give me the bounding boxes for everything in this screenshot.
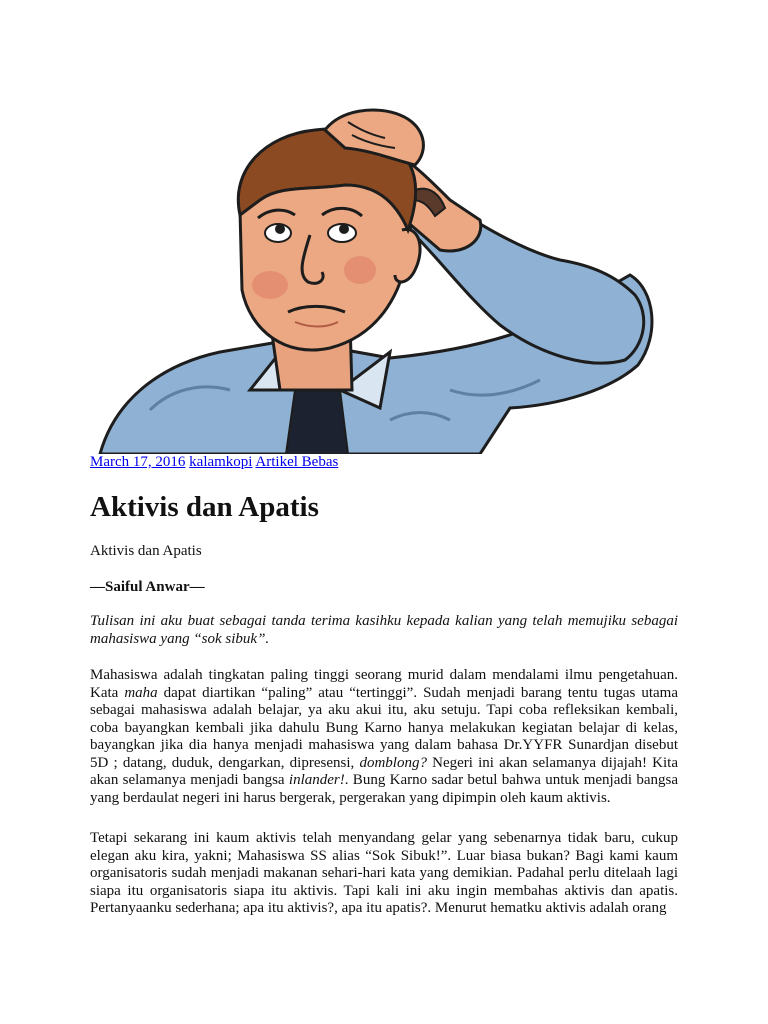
post-meta — [90, 453, 338, 471]
illustration-drawing — [90, 90, 676, 454]
author-link[interactable]: kalamkopi — [189, 454, 253, 470]
p1-emphasis-inlander: inlander! — [288, 772, 345, 788]
confused-man-illustration — [90, 90, 676, 454]
body-paragraph-1 — [90, 667, 678, 807]
category-link[interactable]: Artikel Bebas — [255, 454, 339, 470]
p1-text-1: Mahasiswa adalah tingkatan paling tinggi seorang murid dalam mendalami ilmu pengetahuan. Kata — [90, 667, 678, 701]
p1-emphasis-maha: maha — [124, 684, 158, 701]
article-subtitle: Aktivis dan Apatis — [90, 543, 202, 559]
article-byline: —Saiful Anwar— — [90, 579, 205, 595]
p1-text-2: dapat diartikan “paling” atau “tertinggi”. Sudah menjadi barang tentu tugas utama sebagai mahasiswa adalah belajar, ya aku akui itu, aku setuju. Tapi coba refleksikan kembali, coba bayangkan kembali jika dahulu Bung Karno hanya melakukan kegiatan belajar di kelas, bayangkan jika dia hanya menjadi mahasiswa yang dalam bahasa Dr.YYFR Sunardjan disebut 5D ; datang, duduk, dengarkan, dipresensi, — [90, 684, 678, 771]
p1-text-4: . Bung Karno sadar betul bahwa untuk menjadi bangsa yang berdaulat negeri ini harus bergerak, pergerakan yang dipimpin oleh kaum aktivis. — [90, 772, 679, 806]
article-title: Aktivis dan Apatis — [90, 491, 319, 523]
body-paragraph-2: Tetapi sekarang ini kaum aktivis telah menyandang gelar yang sebenarnya tidak baru, cukup elegan aku kira, yakni; Mahasiswa SS alias “Sok Sibuk!”. Luar biasa bukan? Bagi kami kaum organisatoris sudah menjadi makanan sehari-hari kata yang demikian. Padahal perlu ditelaah lagi siapa itu organisatoris siapa itu aktivis. Tapi kali ini aku ingin membahas aktivis dan apatis. Pertanyaanku sederhana; apa itu aktivis?, apa itu apatis?. Menurut hematku aktivis adalah orang — [90, 830, 678, 916]
p1-emphasis-domblong: domblong? — [359, 754, 427, 771]
intro-paragraph: Tulisan ini aku buat sebagai tanda terima kasihku kepada kalian yang telah memujiku sebagai mahasiswa yang “sok sibuk”. — [90, 613, 678, 647]
p1-text-3: Negeri ini akan selamanya dijajah! Kita akan selamanya menjadi bangsa — [90, 754, 678, 788]
post-date-link[interactable]: March 17, 2016 — [90, 454, 186, 470]
